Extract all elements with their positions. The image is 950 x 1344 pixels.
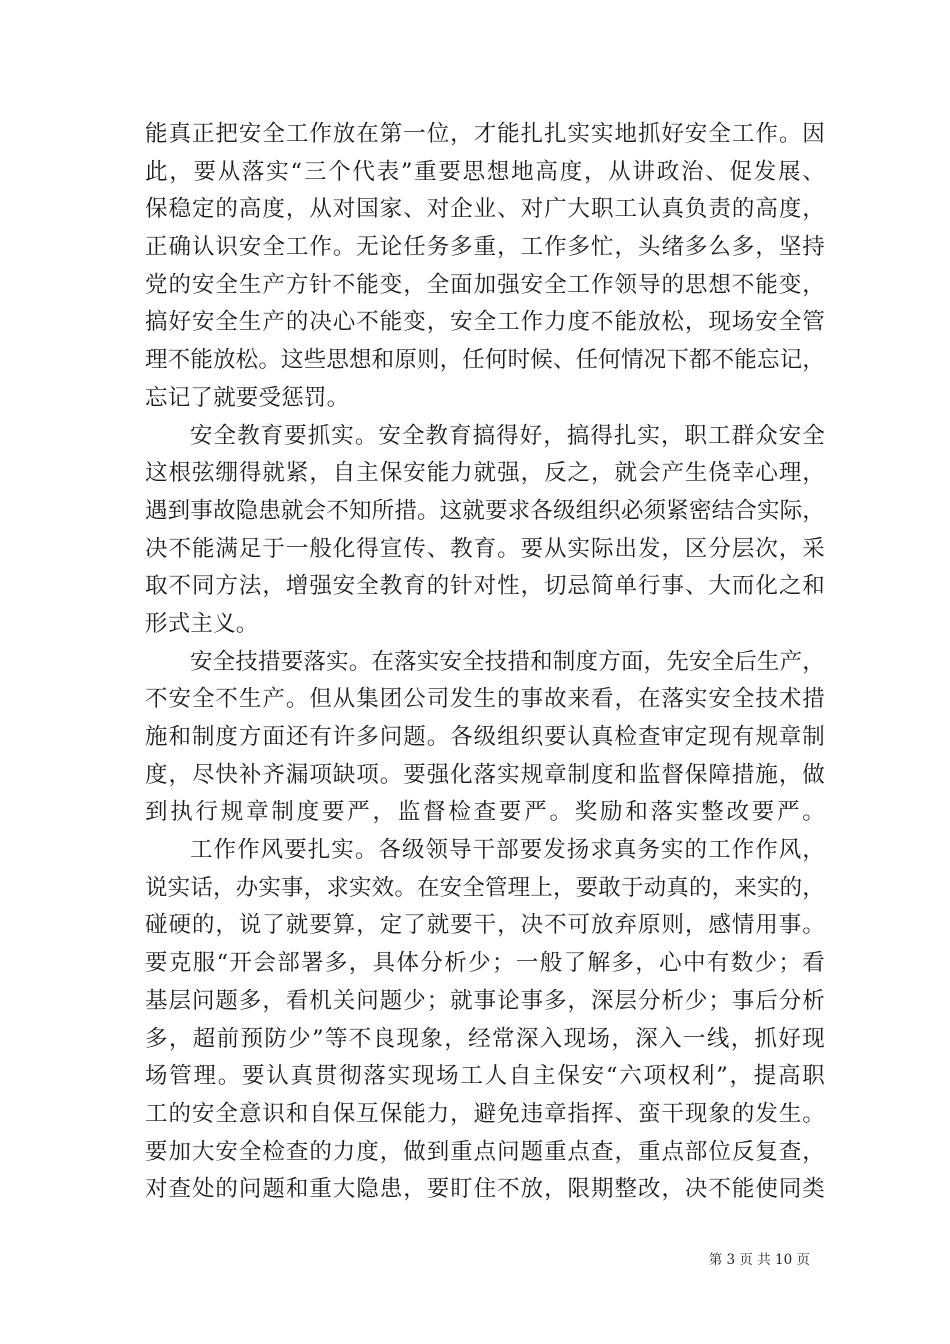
text-line: 这根弦绷得就紧，自主保安能力就强，反之，就会产生侥幸心理， xyxy=(145,460,826,487)
text-line: 不安全不生产。但从集团公司发生的事故来看，在落实安全技术措 xyxy=(145,686,826,713)
text-line: 取不同方法，增强安全教育的针对性，切忌简单行事、大而化之和 xyxy=(145,573,826,600)
text-line: 要克服“开会部署多，具体分析少；一般了解多，心中有数少；看 xyxy=(145,950,827,977)
paragraph-first-line: 安全教育要抓实。安全教育搞得好，搞得扎实，职工群众安全 xyxy=(190,422,826,449)
paragraph-first-line: 工作作风要扎实。各级领导干部要发扬求真务实的工作作风， xyxy=(190,837,826,864)
text-line: 碰硬的，说了就要算，定了就要干，决不可放弃原则，感情用事。 xyxy=(145,912,826,939)
page-number-footer: 第 3 页 共 10 页 xyxy=(708,1252,810,1268)
text-line: 此，要从落实“三个代表”重要思想地高度，从讲政治、促发展、 xyxy=(145,158,827,185)
paragraph-first-line: 安全技措要落实。在落实安全技措和制度方面，先安全后生产， xyxy=(190,648,825,675)
text-line: 保稳定的高度，从对国家、对企业、对广大职工认真负责的高度， xyxy=(145,196,826,223)
text-line: 施和制度方面还有许多问题。各级组织要认真检查审定现有规章制 xyxy=(145,724,826,750)
text-line: 到执行规章制度要严，监督检查要严。奖励和落实整改要严。 xyxy=(145,799,828,826)
text-line: 基层问题多，看机关问题少；就事论事多，深层分析少；事后分析 xyxy=(145,987,826,1014)
text-line: 决不能满足于一般化得宣传、教育。要从实际出发，区分层次，采 xyxy=(145,535,826,562)
text-line: 正确认识安全工作。无论任务多重，工作多忙，头绪多么多，坚持 xyxy=(145,234,826,261)
text-line: 对查处的问题和重大隐患，要盯住不放，限期整改，决不能使同类 xyxy=(145,1176,826,1203)
text-line: 遇到事故隐患就会不知所措。这就要求各级组织必须紧密结合实际， xyxy=(145,497,825,524)
text-line: 形式主义。 xyxy=(145,610,259,637)
text-line: 搞好安全生产的决心不能变，安全工作力度不能放松，现场安全管 xyxy=(145,309,826,336)
text-line: 能真正把安全工作放在第一位，才能扎扎实实地抓好安全工作。因 xyxy=(145,121,826,147)
text-line: 工的安全意识和自保互保能力，避免违章指挥、蛮干现象的发生。 xyxy=(145,1100,826,1127)
text-line: 度，尽快补齐漏项缺项。要强化落实规章制度和监督保障措施，做 xyxy=(145,761,826,788)
text-line: 党的安全生产方针不能变，全面加强安全工作领导的思想不能变， xyxy=(145,271,826,298)
text-line: 要加大安全检查的力度，做到重点问题重点查，重点部位反复查， xyxy=(145,1138,826,1165)
text-line: 理不能放松。这些思想和原则，任何时候、任何情况下都不能忘记， xyxy=(145,347,825,374)
text-line: 场管理。要认真贯彻落实现场工人自主保安“六项权利”，提高职 xyxy=(145,1063,827,1090)
text-line: 忘记了就要受惩罚。 xyxy=(145,384,350,411)
text-line: 多，超前预防少”等不良现象，经常深入现场，深入一线，抓好现 xyxy=(145,1025,827,1052)
body-text xyxy=(145,116,828,1209)
text-line: 说实话，办实事，求实效。在安全管理上，要敢于动真的，来实的， xyxy=(145,874,825,901)
